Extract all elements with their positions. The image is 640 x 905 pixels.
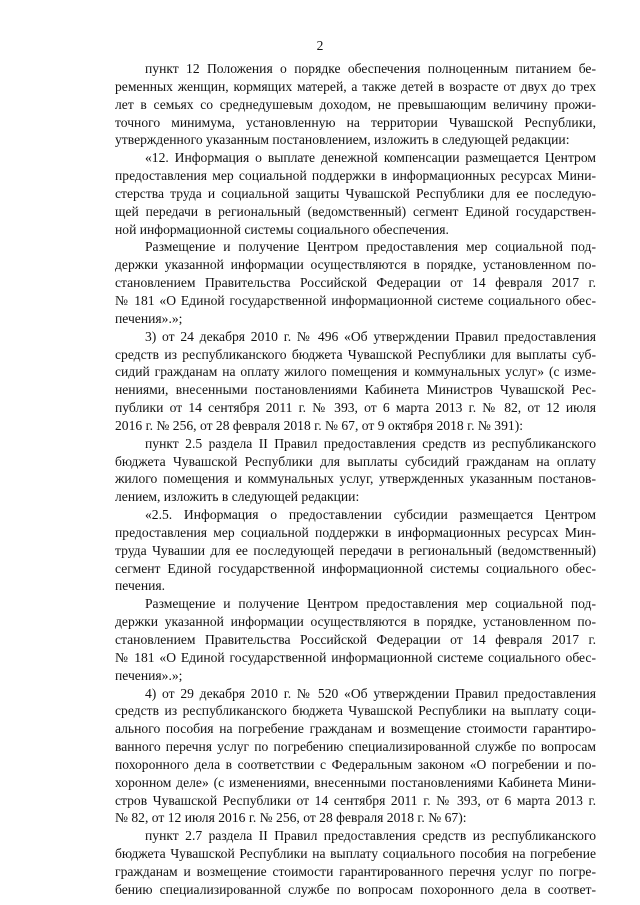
paragraph (115, 328, 596, 435)
text-line: 3) от 24 декабря 2010 г. № 496 «Об утверждении Правил предоставления (145, 328, 596, 344)
document-body (115, 60, 596, 899)
text-line: публики от 14 сентября 2011 г. № 393, от 6 марта 2013 г. № 82, от 12 июля (115, 400, 596, 416)
text-line: хоронном деле» (с изменениями, внесенными постановлениями Кабинета Мини- (115, 774, 596, 790)
paragraph (115, 435, 596, 506)
text-line: Размещение и получение Центром предоставления мер социальной под- (145, 596, 596, 612)
text-line: жилого помещения и коммунальных услуг, утвержденных указанным постанов- (115, 471, 596, 487)
text-line: «12. Информация о выплате денежной компенсации размещается Центром (145, 150, 596, 166)
text-line: бюджета Чувашской Республики на выплату социального пособия на погребение (115, 846, 596, 862)
text-line: средств из республиканского бюджета Чувашской Республики для выплаты суб- (115, 346, 596, 362)
text-line: № 181 «О Единой государственной информационной системе социального обес- (115, 292, 596, 308)
text-line: печения».»; (115, 667, 183, 683)
text-line: печения».»; (115, 310, 183, 326)
text-line: бюджета Чувашской Республики для выплаты субсидий гражданам на оплату (115, 453, 596, 469)
text-line: сегмент Единой государственной информационной системы социального обес- (115, 560, 596, 576)
paragraph (115, 827, 596, 898)
text-line: ального пособия на погребение гражданам и возмещение стоимости гарантиро- (115, 721, 596, 737)
text-line: точного минимума, установленную на территории Чувашской Республики, (115, 114, 596, 130)
paragraph (115, 238, 596, 327)
text-line: труда Чувашии для ее последующей передачи в региональный (ведомственный) (115, 542, 596, 558)
text-line: лением, изложить в следующей редакции: (115, 489, 360, 505)
text-line: пункт 2.7 раздела II Правил предоставления средств из республиканского (145, 828, 596, 844)
text-line: № 82, от 12 июля 2016 г. № 256, от 28 февраля 2018 г. № 67): (115, 810, 467, 826)
paragraph (115, 149, 596, 238)
text-line: 4) от 29 декабря 2010 г. № 520 «Об утверждении Правил предоставления (145, 685, 596, 701)
text-line: утвержденного указанным постановлением, изложить в следующей редакции: (115, 132, 570, 148)
text-line: стров Чувашской Республики от 14 сентября 2011 г. № 393, от 6 марта 2013 г. (115, 792, 596, 808)
paragraph (115, 595, 596, 684)
paragraph (115, 506, 596, 595)
text-line: № 181 «О Единой государственной информационной системе социального обес- (115, 649, 596, 665)
text-line: становлением Правительства Российской Федерации от 14 февраля 2017 г. (115, 275, 596, 291)
text-line: щей передачи в региональный (ведомственный) сегмент Единой государствен- (115, 203, 596, 219)
text-line: пункт 2.5 раздела II Правил предоставления средств из республиканского (145, 435, 596, 451)
text-line: предоставления мер социальной поддержки в информационных ресурсах Мин- (115, 524, 596, 540)
text-line: бению специализированной службе по вопросам похоронного дела в соответ- (115, 881, 596, 897)
text-line: печения. (115, 578, 166, 594)
text-line: нениями, внесенными постановлениями Кабинета Министров Чувашской Рес- (115, 382, 596, 398)
text-line: становлением Правительства Российской Федерации от 14 февраля 2017 г. (115, 632, 596, 647)
paragraph (115, 685, 596, 828)
text-line: ной информационной системы социального обеспечения. (115, 221, 449, 237)
page-number: 2 (316, 38, 324, 53)
text-line: сидий гражданам на оплату жилого помещения и коммунальных услуг» (с изме- (115, 364, 596, 380)
text-line: средств из республиканского бюджета Чувашской Республики на выплату соци- (115, 703, 596, 719)
text-line: предоставления мер социальной поддержки в информационных ресурсах Мини- (115, 168, 596, 184)
text-line: гражданам и возмещение стоимости гарантированного перечня услуг по погре- (115, 863, 596, 879)
text-line: пункт 12 Положения о порядке обеспечения полноценным питанием бе- (145, 61, 596, 76)
text-line: Размещение и получение Центром предоставления мер социальной под- (145, 239, 596, 255)
text-line: держки указанной информации осуществляются в порядке, установленном по- (115, 614, 596, 630)
text-line: лет в семьях со среднедушевым доходом, не превышающим величину прожи- (115, 96, 596, 112)
paragraph (115, 60, 596, 149)
text-line: 2016 г. № 256, от 28 февраля 2018 г. № 67, от 9 октября 2018 г. № 391): (115, 417, 523, 433)
text-line: держки указанной информации осуществляются в порядке, установленном по- (115, 257, 596, 273)
text-line: стерства труда и социальной защиты Чувашской Республики для ее последую- (115, 185, 596, 201)
text-line: «2.5. Информация о предоставлении субсидии размещается Центром (145, 507, 596, 523)
text-line: ванного перечня услуг по погребению специализированной службе по вопросам (115, 739, 596, 755)
text-line: похоронного дела в соответствии с Федеральным законом «О погребении и по- (115, 756, 596, 772)
text-line: ременных женщин, кормящих матерей, а также детей в возрасте от двух до трех (115, 78, 596, 94)
